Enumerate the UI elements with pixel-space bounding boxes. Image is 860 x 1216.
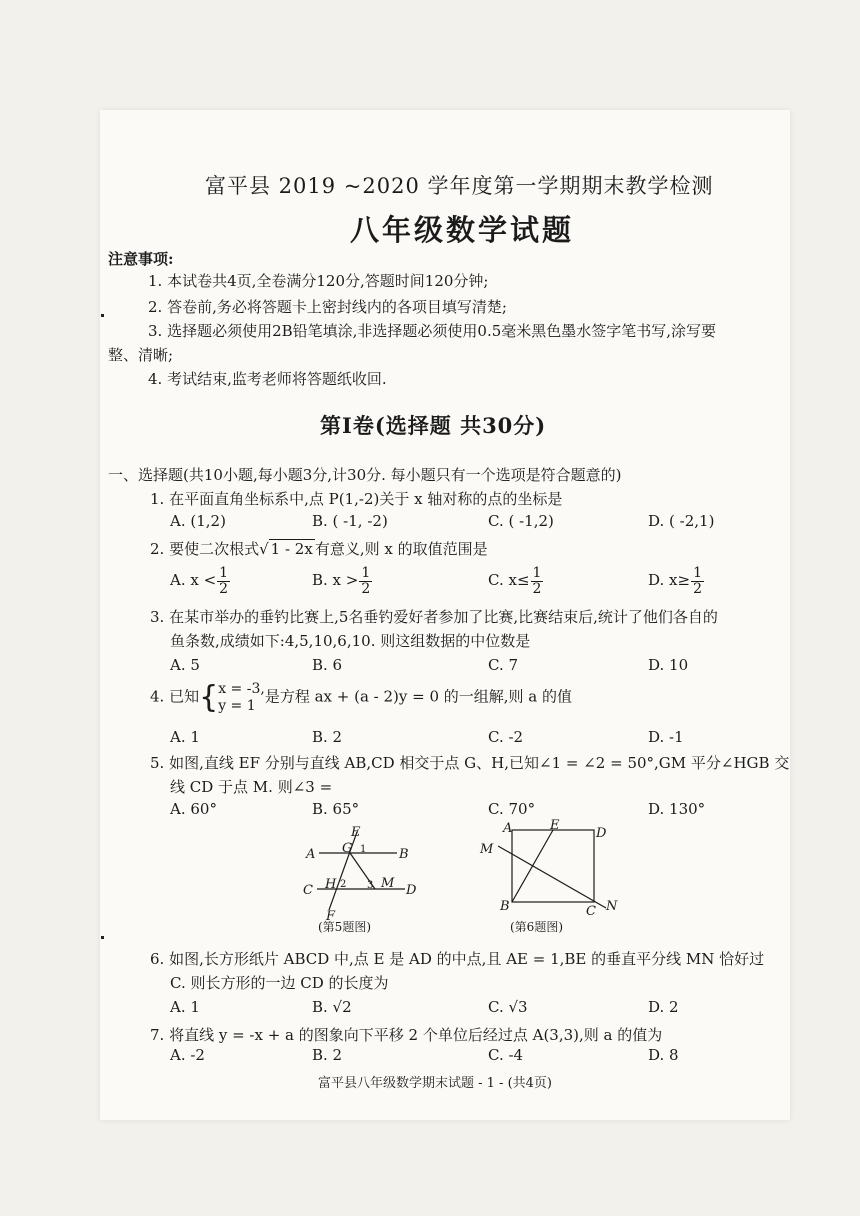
question-6-option-c: C. √3 bbox=[488, 998, 528, 1016]
question-2-stem-post: 有意义,则 x 的取值范围是 bbox=[314, 540, 488, 558]
question-4-stem bbox=[150, 680, 572, 715]
notice-item: 2. 答卷前,务必将答题卡上密封线内的各项目填写清楚; bbox=[148, 298, 507, 316]
question-4-option-c: C. -2 bbox=[488, 728, 524, 746]
label-b: B bbox=[500, 899, 510, 914]
label-b: B bbox=[399, 847, 409, 862]
label-a: A bbox=[503, 821, 513, 836]
label-d: D bbox=[596, 826, 607, 841]
question-7-option-c: C. -4 bbox=[488, 1046, 524, 1064]
margin-mark bbox=[101, 936, 104, 939]
question-2-option-d bbox=[648, 566, 705, 596]
fraction-numerator: 1 bbox=[693, 565, 702, 581]
label-h: H bbox=[325, 877, 337, 892]
exam-title-line2: 八年级数学试题 bbox=[350, 213, 575, 247]
question-1-option-a: A. (1,2) bbox=[170, 512, 226, 530]
label-n: N bbox=[606, 899, 618, 914]
question-3-option-a: A. 5 bbox=[170, 656, 200, 674]
label-g: G bbox=[342, 841, 353, 856]
label-a: A bbox=[306, 847, 316, 862]
fraction-numerator: 1 bbox=[532, 565, 542, 581]
question-5-stem-line1: 5. 如图,直线 EF 分别与直线 AB,CD 相交于点 G、H,已知∠1 = ∠2 = 50°,GM 平分∠HGB 交 bbox=[150, 754, 790, 772]
fraction-denominator: 2 bbox=[532, 580, 542, 597]
question-4-stem-pre: 4. 已知 bbox=[150, 687, 200, 706]
label-angle-1: 1 bbox=[360, 844, 367, 855]
question-4-option-b: B. 2 bbox=[312, 728, 343, 746]
question-4-option-d: D. -1 bbox=[648, 728, 684, 746]
question-4-stem-post: 是方程 ax + (a - 2)y = 0 的一组解,则 a 的值 bbox=[264, 687, 573, 706]
figure-6 bbox=[478, 818, 618, 918]
label-d: D bbox=[406, 883, 417, 898]
question-1-option-c: C. ( -1,2) bbox=[488, 512, 554, 530]
question-2-radicand: 1 - 2x bbox=[270, 540, 313, 558]
question-2-stem-pre: 2. 要使二次根式 bbox=[150, 540, 260, 558]
label-c: C bbox=[303, 883, 313, 898]
question-1-option-d: D. ( -2,1) bbox=[648, 512, 715, 530]
option-prefix: B. x > bbox=[312, 571, 359, 590]
question-6-stem-line1: 6. 如图,长方形纸片 ABCD 中,点 E 是 AD 的中点,且 AE = 1,BE 的垂直平分线 MN 恰好过 bbox=[150, 950, 765, 968]
notice-heading: 注意事项: bbox=[108, 250, 174, 268]
exam-title-line1: 富平县 2019 ~2020 学年度第一学期期末教学检测 bbox=[205, 174, 714, 198]
fraction-denominator: 2 bbox=[219, 580, 229, 597]
question-5-option-b: B. 65° bbox=[312, 800, 360, 818]
question-6-option-a: A. 1 bbox=[170, 998, 200, 1016]
label-angle-3: 3 bbox=[367, 880, 374, 891]
notice-item: 3. 选择题必须使用2B铅笔填涂,非选择题必须使用0.5毫米黑色墨水签字笔书写,涂写要 bbox=[148, 322, 717, 340]
question-7-option-b: B. 2 bbox=[312, 1046, 343, 1064]
question-7-option-d: D. 8 bbox=[648, 1046, 679, 1064]
option-prefix: A. x < bbox=[170, 571, 217, 590]
equation-line: y = 1 bbox=[218, 697, 256, 714]
page-footer: 富平县八年级数学期末试题 - 1 - (共4页) bbox=[318, 1076, 553, 1091]
question-3-option-d: D. 10 bbox=[648, 656, 689, 674]
question-6-stem-line2: C. 则长方形的一边 CD 的长度为 bbox=[170, 974, 389, 992]
notice-item: 4. 考试结束,监考老师将答题纸收回. bbox=[148, 370, 387, 388]
figure-6-caption: (第6题图) bbox=[510, 920, 563, 934]
question-6-option-b: B. √2 bbox=[312, 998, 352, 1016]
fraction-numerator: 1 bbox=[361, 565, 371, 581]
question-2-option-c bbox=[488, 566, 544, 596]
margin-mark bbox=[101, 314, 104, 317]
question-6-option-d: D. 2 bbox=[648, 998, 679, 1016]
label-m: M bbox=[480, 842, 494, 857]
question-2-option-a bbox=[170, 566, 231, 596]
notice-item: 1. 本试卷共4页,全卷满分120分,答题时间120分钟; bbox=[148, 272, 489, 290]
question-1-option-b: B. ( -1, -2) bbox=[312, 512, 388, 530]
equation-system bbox=[218, 681, 265, 713]
question-3-option-b: B. 6 bbox=[312, 656, 343, 674]
label-e: E bbox=[351, 825, 361, 840]
figure-5-caption: (第5题图) bbox=[318, 920, 371, 934]
question-5-option-a: A. 60° bbox=[170, 800, 217, 818]
label-e: E bbox=[550, 818, 560, 833]
brace-symbol: { bbox=[199, 680, 219, 715]
question-7-option-a: A. -2 bbox=[170, 1046, 205, 1064]
section-instruction: 一、选择题(共10小题,每小题3分,计30分. 每小题只有一个选项是符合题意的) bbox=[108, 466, 622, 484]
label-c: C bbox=[586, 904, 596, 918]
question-5-option-d: D. 130° bbox=[648, 800, 706, 818]
rectangle-abcd bbox=[512, 830, 594, 902]
question-7-stem: 7. 将直线 y = -x + a 的图象向下平移 2 个单位后经过点 A(3,3),则 a 的值为 bbox=[150, 1026, 663, 1044]
question-3-stem-line2: 鱼条数,成绩如下:4,5,10,6,10. 则这组数据的中位数是 bbox=[170, 632, 531, 650]
question-4-option-a: A. 1 bbox=[170, 728, 200, 746]
label-m: M bbox=[381, 876, 395, 891]
question-2-option-b bbox=[312, 566, 373, 596]
question-3-option-c: C. 7 bbox=[488, 656, 519, 674]
fraction-denominator: 2 bbox=[693, 580, 702, 597]
question-2-stem: 2. 要使二次根式√ 1 - 2x 有意义,则 x 的取值范围是 bbox=[150, 540, 488, 558]
equation-line: x = -3, bbox=[218, 681, 265, 698]
question-1-stem: 1. 在平面直角坐标系中,点 P(1,-2)关于 x 轴对称的点的坐标是 bbox=[150, 490, 563, 508]
section-title: 第Ⅰ卷(选择题 共30分) bbox=[320, 413, 547, 438]
question-5-stem-line2: 线 CD 于点 M. 则∠3 = bbox=[170, 778, 333, 796]
option-prefix: C. x≤ bbox=[488, 571, 530, 590]
fraction-numerator: 1 bbox=[219, 565, 229, 581]
option-prefix: D. x≥ bbox=[648, 571, 691, 590]
question-3-stem-line1: 3. 在某市举办的垂钓比赛上,5名垂钓爱好者参加了比赛,比赛结束后,统计了他们各自的 bbox=[150, 608, 718, 626]
label-angle-2: 2 bbox=[340, 879, 347, 890]
fraction-denominator: 2 bbox=[361, 580, 371, 597]
notice-item: 整、清晰; bbox=[108, 346, 174, 364]
question-5-option-c: C. 70° bbox=[488, 800, 536, 818]
label-f: F bbox=[326, 909, 336, 924]
